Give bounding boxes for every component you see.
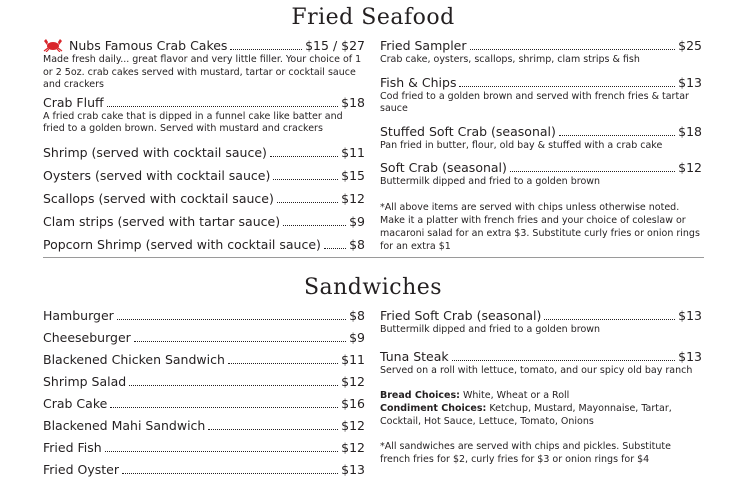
menu-item-name: Scallops (served with cocktail sauce) <box>43 190 274 206</box>
menu-item-name: Blackened Chicken Sandwich <box>43 352 225 367</box>
bread-choices <box>380 389 702 402</box>
menu-item-description: Pan fried in butter, flour, old bay & stuffed with a crab cake <box>380 139 663 151</box>
leader-dots <box>283 224 346 226</box>
leader-dots <box>510 170 675 172</box>
menu-item-price: $9 <box>349 330 365 345</box>
menu-item <box>43 330 365 346</box>
menu-item <box>380 38 702 67</box>
sandwiches-right-column <box>380 308 702 466</box>
leader-dots <box>230 48 302 50</box>
condiment-choices-label: Condiment Choices: <box>380 403 487 414</box>
menu-item <box>380 349 702 378</box>
menu-item <box>380 75 702 116</box>
leader-dots <box>459 85 675 87</box>
fried-left-column <box>43 38 365 253</box>
leader-dots <box>117 318 346 320</box>
menu-item-price: $13 <box>678 308 702 323</box>
menu-item <box>43 308 365 324</box>
menu-item-name: Blackened Mahi Sandwich <box>43 418 206 433</box>
leader-dots <box>122 472 338 474</box>
menu-item-price: $12 <box>341 440 365 455</box>
sandwiches-left-column <box>43 308 365 478</box>
bread-choices-label: Bread Choices: <box>380 390 460 401</box>
menu-item-name: Clam strips (served with tartar sauce) <box>43 213 281 229</box>
menu-item-price: $9 <box>349 213 365 229</box>
menu-item-price: $15 / $27 <box>305 38 365 53</box>
menu-item <box>43 95 365 136</box>
menu-item <box>43 38 365 92</box>
menu-item-description: Crab cake, oysters, scallops, shrimp, clam strips & fish <box>380 54 640 65</box>
menu-item-price: $12 <box>341 190 365 206</box>
leader-dots <box>324 247 346 249</box>
menu-item <box>43 214 365 230</box>
menu-item-description: Served on a roll with lettuce, tomato, and our spicy old bay ranch <box>380 364 693 376</box>
menu-item-name: Fried Sampler <box>380 38 467 53</box>
menu-item-price: $13 <box>678 348 702 364</box>
menu-item-price: $18 <box>678 123 702 139</box>
menu-item <box>43 191 365 207</box>
menu-item-price: $13 <box>678 74 702 90</box>
menu-item <box>43 440 365 456</box>
leader-dots <box>452 359 676 361</box>
menu-item-name: Fried Soft Crab (seasonal) <box>380 308 542 323</box>
condiment-choices <box>380 402 702 428</box>
menu-item-price: $11 <box>341 144 365 160</box>
menu-item-name: Shrimp (served with cocktail sauce) <box>43 144 267 160</box>
fried-footnote: *All above items are served with chips unless otherwise noted. Make it a platter with french fries and your choice of coleslaw or macaroni salad for an extra $3. Substitute curly fries or onion rings for an extra $1 <box>380 201 700 252</box>
menu-item-description: Made fresh daily... great flavor and very little filler. Your choice of 1 or 2 5oz. crab cakes served with mustard, tartar or cocktail sauce and crackers <box>43 54 362 90</box>
menu-item <box>380 124 702 153</box>
menu-item <box>43 374 365 390</box>
leader-dots <box>129 384 338 386</box>
leader-dots <box>228 362 338 364</box>
menu-item-name: Tuna Steak <box>380 348 449 364</box>
menu-item-description: A fried crab cake that is dipped in a funnel cake like batter and fried to a golden brown. Served with mustard and crackers <box>43 110 343 134</box>
menu-item-description: Cod fried to a golden brown and served with french fries & tartar sauce <box>380 90 689 114</box>
menu-item <box>43 462 365 478</box>
menu-item-name: Hamburger <box>43 308 114 323</box>
leader-dots <box>273 178 338 180</box>
menu-item-name: Shrimp Salad <box>43 374 127 389</box>
menu-item-name: Fish & Chips <box>380 74 457 90</box>
menu-item-name: Nubs Famous Crab Cakes <box>69 38 228 53</box>
menu-item-price: $15 <box>341 167 365 183</box>
menu-item-price: $13 <box>341 462 365 477</box>
leader-dots <box>105 450 338 452</box>
menu-item-price: $12 <box>341 374 365 389</box>
leader-dots <box>110 406 338 408</box>
menu-item <box>43 418 365 434</box>
fried-right-column <box>380 38 702 253</box>
sandwiches-footnote: *All sandwiches are served with chips and pickles. Substitute french fries for $2, curly fries for $3 or onion rings for $4 <box>380 441 671 465</box>
crab-icon <box>43 38 63 52</box>
leader-dots <box>544 318 675 320</box>
menu-item <box>380 160 702 189</box>
menu-item <box>380 308 702 337</box>
menu-item-price: $8 <box>349 236 365 252</box>
leader-dots <box>107 105 339 107</box>
menu-item-name: Fried Oyster <box>43 462 119 477</box>
menu-item <box>43 145 365 161</box>
menu-item-name: Stuffed Soft Crab (seasonal) <box>380 123 556 139</box>
menu-item-description: Buttermilk dipped and fried to a golden brown <box>380 176 601 187</box>
menu-item-name: Crab Cake <box>43 396 108 411</box>
menu-item-price: $18 <box>341 94 365 110</box>
menu-item-name: Crab Fluff <box>43 94 104 110</box>
menu-item-name: Oysters (served with cocktail sauce) <box>43 167 271 183</box>
menu-item <box>43 396 365 412</box>
menu-item <box>43 237 365 253</box>
leader-dots <box>134 340 346 342</box>
menu-item-name: Fried Fish <box>43 440 102 455</box>
menu-item-price: $12 <box>341 418 365 433</box>
menu-item-price: $25 <box>678 38 702 53</box>
leader-dots <box>208 428 338 430</box>
menu-item-price: $11 <box>341 352 365 367</box>
menu-item <box>43 352 365 368</box>
menu-item <box>43 168 365 184</box>
condiment-choices-value: Ketchup, Mustard, Mayonnaise, Tartar, Cocktail, Hot Sauce, Lettuce, Tomato, Onions <box>380 403 672 427</box>
leader-dots <box>470 48 676 50</box>
leader-dots <box>277 201 338 203</box>
menu-item-price: $12 <box>678 160 702 175</box>
sandwiches-title: Sandwiches <box>303 275 443 300</box>
menu-item-description: Buttermilk dipped and fried to a golden brown <box>380 324 601 335</box>
menu-item-name: Soft Crab (seasonal) <box>380 160 507 175</box>
menu-item-price: $8 <box>349 308 365 323</box>
fried-seafood-title: Fried Seafood <box>291 5 455 30</box>
menu-item-price: $16 <box>341 396 365 411</box>
leader-dots <box>270 155 338 157</box>
section-divider <box>43 257 704 258</box>
menu-item-name: Cheeseburger <box>43 330 131 345</box>
leader-dots <box>559 134 675 136</box>
menu-item-name: Popcorn Shrimp (served with cocktail sauce) <box>43 236 321 252</box>
bread-choices-value: White, Wheat or a Roll <box>462 390 570 401</box>
